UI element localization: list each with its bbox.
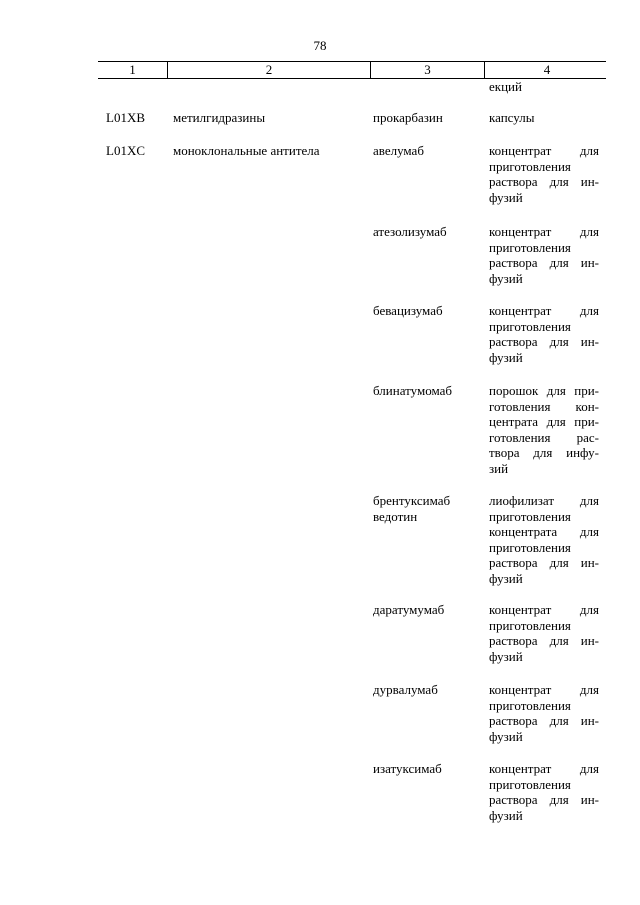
dosage-form-line: зий	[489, 460, 509, 476]
drug-name-line: блинатумомаб	[373, 383, 452, 398]
atc-code-cell	[98, 383, 167, 476]
drug-name-line: прокарбазин	[373, 110, 443, 125]
drug-name-cell	[369, 493, 482, 586]
drug-name-line: авелумаб	[373, 143, 424, 158]
dosage-form-line: екций	[489, 79, 522, 94]
atc-code-cell	[98, 682, 167, 744]
group-name-cell	[167, 383, 369, 476]
drug-name-cell	[369, 143, 482, 205]
table-row	[98, 493, 606, 586]
dosage-form-cell	[482, 493, 599, 586]
dosage-form-cell	[482, 602, 599, 664]
dosage-form-line: концентрат для	[489, 602, 599, 617]
dosage-form-line: фузий	[489, 189, 523, 205]
drug-name-cell	[369, 761, 482, 823]
dosage-form-line: готовления кон-	[489, 398, 599, 414]
drug-name-line: атезолизумаб	[373, 224, 447, 239]
dosage-form-line: приготовления	[489, 239, 571, 255]
table-row	[98, 143, 606, 205]
dosage-form-line: приготовления	[489, 776, 571, 792]
group-name-cell	[167, 493, 369, 586]
group-name-cell	[167, 303, 369, 365]
drug-name-line: дурвалумаб	[373, 682, 438, 697]
dosage-form-cell	[482, 761, 599, 823]
group-name-cell: моноклональные антитела	[173, 143, 320, 158]
drug-name-cell	[369, 602, 482, 664]
dosage-form-line: приготовления	[489, 539, 571, 555]
page-number: 78	[313, 38, 327, 53]
dosage-form-line: приготовления	[489, 508, 571, 524]
header-col-4: 4	[484, 62, 609, 78]
dosage-form-line: фузий	[489, 807, 523, 823]
table-row	[98, 682, 606, 744]
dosage-form-line: лиофилизат для	[489, 493, 599, 508]
drug-name-line: даратумумаб	[373, 602, 445, 617]
atc-code-cell: L01XB	[106, 110, 145, 125]
dosage-form-line: фузий	[489, 648, 523, 664]
dosage-form-cell	[482, 303, 599, 365]
dosage-form-line: концентрат для	[489, 761, 599, 776]
atc-code-cell	[98, 602, 167, 664]
atc-code-cell: L01XC	[106, 143, 145, 158]
dosage-form-line: приготовления	[489, 697, 571, 713]
table-row	[98, 224, 606, 286]
atc-code-cell	[98, 79, 167, 95]
dosage-form-line: приготовления	[489, 318, 571, 334]
atc-code-cell	[98, 761, 167, 823]
dosage-form-cell	[482, 143, 599, 205]
drug-name-line: бевацизумаб	[373, 303, 443, 318]
table-row	[98, 383, 606, 476]
atc-code-cell	[98, 303, 167, 365]
dosage-form-line: концентрат для	[489, 224, 599, 239]
drug-name-line: изатуксимаб	[373, 761, 442, 776]
group-name-cell	[167, 224, 369, 286]
dosage-form-cell	[482, 110, 599, 126]
table-row	[98, 303, 606, 365]
drug-name-line: ведотин	[373, 508, 418, 524]
dosage-form-line: раствора для ин-	[489, 255, 599, 270]
dosage-form-line: раствора для ин-	[489, 792, 599, 807]
dosage-form-line: концентрат для	[489, 143, 599, 158]
dosage-form-line: раствора для ин-	[489, 633, 599, 648]
table-row	[98, 602, 606, 664]
dosage-form-cell	[482, 224, 599, 286]
dosage-form-cell	[482, 682, 599, 744]
drug-name-cell	[369, 224, 482, 286]
drug-name-cell	[369, 303, 482, 365]
drug-table	[98, 61, 606, 823]
table-row	[98, 110, 606, 126]
dosage-form-line: фузий	[489, 270, 523, 286]
drug-name-cell	[369, 383, 482, 476]
dosage-form-line: фузий	[489, 728, 523, 744]
group-name-cell	[167, 602, 369, 664]
atc-code-cell	[98, 224, 167, 286]
header-col-2: 2	[167, 62, 370, 78]
drug-name-cell	[369, 79, 482, 95]
header-col-3: 3	[370, 62, 484, 78]
dosage-form-line: центрата для при-	[489, 414, 599, 429]
table-row	[98, 761, 606, 823]
group-name-cell	[167, 79, 369, 95]
dosage-form-line: концентрат для	[489, 682, 599, 697]
table-header	[98, 61, 606, 79]
drug-name-cell	[369, 110, 482, 126]
group-name-cell: метилгидразины	[173, 110, 266, 125]
dosage-form-line: капсулы	[489, 110, 535, 125]
dosage-form-cell	[482, 79, 599, 95]
dosage-form-line: раствора для ин-	[489, 334, 599, 349]
dosage-form-line: твора для инфу-	[489, 445, 599, 460]
dosage-form-line: порошок для при-	[489, 383, 599, 398]
dosage-form-line: фузий	[489, 349, 523, 365]
dosage-form-line: раствора для ин-	[489, 555, 599, 570]
dosage-form-line: раствора для ин-	[489, 713, 599, 728]
group-name-cell	[167, 761, 369, 823]
drug-name-cell	[369, 682, 482, 744]
atc-code-cell	[98, 493, 167, 586]
table-row-continuation	[98, 79, 606, 95]
drug-name-line: брентуксимаб	[373, 493, 451, 508]
dosage-form-line: концентрат для	[489, 303, 599, 318]
dosage-form-cell	[482, 383, 599, 476]
dosage-form-line: приготовления	[489, 158, 571, 174]
dosage-form-line: фузий	[489, 570, 523, 586]
dosage-form-line: приготовления	[489, 617, 571, 633]
dosage-form-line: готовления рас-	[489, 429, 599, 445]
group-name-cell	[167, 682, 369, 744]
dosage-form-line: раствора для ин-	[489, 174, 599, 189]
header-col-1: 1	[129, 62, 136, 77]
dosage-form-line: концентрата для	[489, 524, 599, 539]
